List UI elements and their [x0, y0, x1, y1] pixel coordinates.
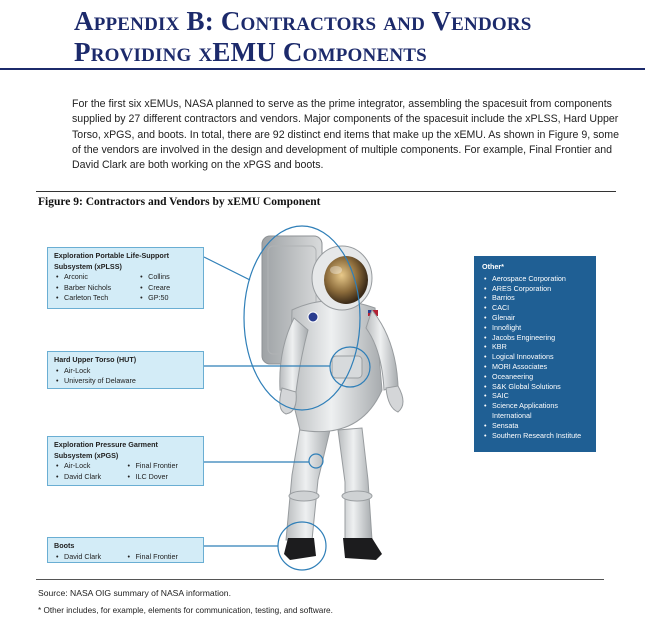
vendor-item: • Arconic	[54, 272, 138, 283]
callout-xpgs-title: Exploration Pressure Garment Subsystem (xPGS)	[54, 440, 158, 460]
callout-plss	[47, 247, 204, 309]
suit-legs	[286, 428, 372, 540]
page-title-line-1: Appendix B: Contractors and Vendors	[74, 6, 532, 36]
suit-helmet	[312, 246, 372, 310]
vendor-item: • David Clark	[54, 552, 126, 563]
source-divider	[36, 579, 604, 580]
callout-hut-title: Hard Upper Torso (HUT)	[54, 355, 137, 364]
callout-hut	[47, 351, 204, 389]
callout-boots	[47, 537, 204, 563]
other-vendor-item: • Oceaneering	[482, 372, 588, 382]
figure-caption: Figure 9: Contractors and Vendors by xEMU Component	[38, 196, 321, 208]
other-vendor-item: • Glenair	[482, 313, 588, 323]
other-vendor-item: • Science Applications International	[482, 401, 588, 421]
other-vendor-item: • Aerospace Corporation	[482, 274, 588, 284]
other-vendor-item: • KBR	[482, 342, 588, 352]
callout-plss-col-2	[138, 272, 197, 304]
callout-boots-col-2	[126, 552, 198, 563]
callout-xpgs-col-2	[126, 461, 198, 482]
other-vendor-item: • MORI Associates	[482, 362, 588, 372]
other-vendors-title: Other*	[482, 262, 504, 271]
vendor-item: • Carleton Tech	[54, 293, 138, 304]
vendor-item: • Collins	[138, 272, 197, 283]
vendor-item: • ILC Dover	[126, 472, 198, 483]
page-title-line-2: Providing xEMU Components	[74, 37, 427, 67]
source-note: Source: NASA OIG summary of NASA information.	[38, 588, 231, 598]
vendor-item: • University of Delaware	[54, 376, 197, 387]
vendor-item: • Final Frontier	[126, 461, 198, 472]
figure-divider	[36, 191, 616, 192]
vendor-item: • Creare	[138, 283, 197, 294]
vendor-item: • GP:50	[138, 293, 197, 304]
other-vendor-item: • SAIC	[482, 391, 588, 401]
callout-hut-list	[54, 366, 197, 387]
callout-boots-col-1	[54, 552, 126, 563]
callout-boots-title: Boots	[54, 541, 75, 550]
callout-xpgs-col-1	[54, 461, 126, 482]
other-vendor-item: • CACI	[482, 303, 588, 313]
vendor-item: • Barber Nichols	[54, 283, 138, 294]
vendor-item: • Air-Lock	[54, 366, 197, 377]
intro-paragraph: For the first six xEMUs, NASA planned to serve as the prime integrator, assembling the spacesuit from components supplied by 27 different contractors and vendors. Major components of the spacesuit include the xPLSS, Hard Upper Torso, xPGS, and boots. In total, there are 92 distinct end items that make up the xEMU. As shown in Figure 9, some of the vendors are involved in the design and development of multiple components. For example, Final Frontier and David Clark are both working on the xPGS and boots.	[72, 98, 620, 172]
other-vendor-item: • Barrios	[482, 293, 588, 303]
other-vendor-item: • Innoflight	[482, 323, 588, 333]
suit-boots	[284, 538, 382, 560]
vendor-item: • David Clark	[54, 472, 126, 483]
other-vendors-list	[482, 274, 588, 441]
title-divider	[0, 68, 645, 70]
vendor-item: • Air-Lock	[54, 461, 126, 472]
other-vendor-item: • Jacobs Engineering	[482, 333, 588, 343]
other-vendor-item: • Logical Innovations	[482, 352, 588, 362]
callout-plss-title: Exploration Portable Life-Support Subsystem (xPLSS)	[54, 251, 170, 271]
other-vendor-item: • S&K Global Solutions	[482, 382, 588, 392]
other-vendor-item: • Sensata	[482, 421, 588, 431]
callout-plss-col-1	[54, 272, 138, 304]
vendor-item: • Final Frontier	[126, 552, 198, 563]
footnote: * Other includes, for example, elements for communication, testing, and software.	[38, 606, 333, 615]
other-vendor-item: • Southern Research Institute	[482, 431, 588, 441]
callout-xpgs	[47, 436, 204, 486]
page-title	[74, 6, 634, 68]
other-vendors-box	[474, 256, 596, 452]
other-vendor-item: • ARES Corporation	[482, 284, 588, 294]
